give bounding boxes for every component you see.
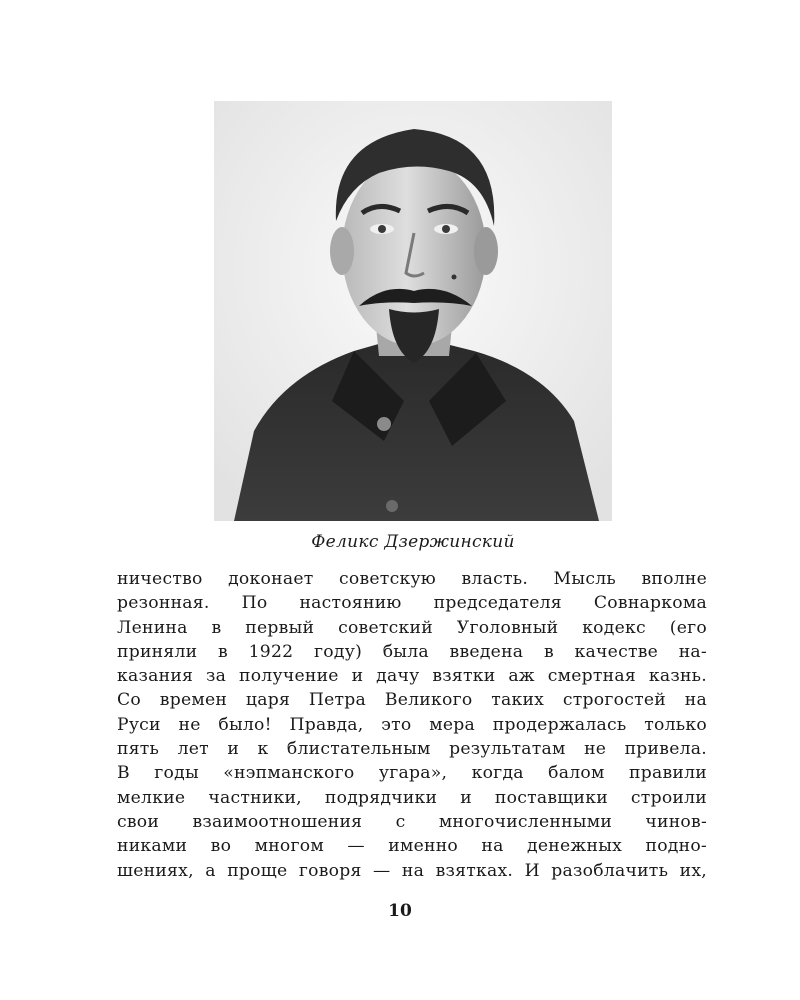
text-line: Со времен царя Петра Великого таких строгостей на [117,690,707,711]
portrait-drawing [214,101,612,521]
text-line: резонная. По настоянию председателя Совнаркома [117,593,707,614]
text-line: Ленина в первый советский Уголовный кодекс (его [117,617,707,638]
text-line: приняли в 1922 году) была введена в качестве на- [117,641,707,662]
body-text [117,567,707,883]
text-line: шениях, а проще говоря — на взятках. И разоблачить их, [117,860,707,881]
text-line: Руси не было! Правда, это мера продержалась только [117,714,707,735]
text-line: мелкие частники, подрядчики и поставщики строили [117,787,707,808]
text-line: ничество доконает советскую власть. Мысль вполне [117,569,707,589]
text-line: казания за получение и дачу взятки аж смертная казнь. [117,666,707,687]
text-line: никами во многом — именно на денежных подно- [117,836,707,857]
page-number: 10 [388,901,412,921]
text-line: В годы «нэпманского угара», когда балом правили [117,763,707,784]
figure-caption: Феликс Дзержинский [311,532,515,552]
text-line: пять лет и к блистательным результатам не привела. [117,739,707,760]
text-line: свои взаимоотношения с многочисленными чинов- [117,811,707,832]
portrait-photo [214,101,612,521]
